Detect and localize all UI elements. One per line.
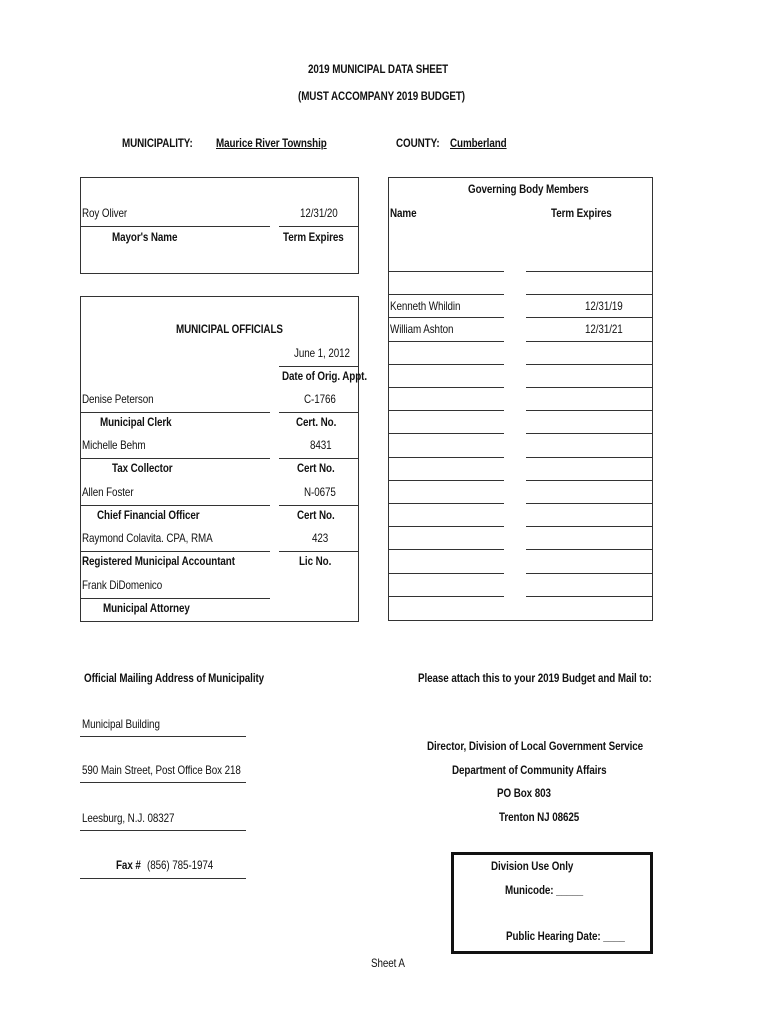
gb-member-term: 12/31/19 (585, 299, 623, 313)
gb-term-line (526, 387, 652, 388)
gb-term-line (526, 457, 652, 458)
cfo-cert-label: Cert No. (297, 508, 335, 522)
attach-line3: PO Box 803 (497, 786, 551, 800)
gb-name-line (389, 410, 504, 411)
mayor-term-line (279, 226, 358, 227)
gb-term-line (526, 364, 652, 365)
municipality-value: Maurice River Township (216, 136, 327, 150)
orig-appt-label: Date of Orig. Appt. (282, 369, 367, 383)
page-title: 2019 MUNICIPAL DATA SHEET (308, 62, 449, 76)
lic-label: Lic No. (299, 554, 332, 568)
tax-cert-label: Cert No. (297, 461, 335, 475)
gb-term-line (526, 526, 652, 527)
gb-name-line (389, 433, 504, 434)
gb-term-line (526, 271, 652, 272)
sheet-label: Sheet A (371, 956, 405, 970)
governing-body-title: Governing Body Members (468, 182, 589, 196)
gb-name-line (389, 573, 504, 574)
clerk-name: Denise Peterson (82, 392, 154, 406)
gb-name-line (389, 317, 504, 318)
mailing-line1: Municipal Building (82, 717, 160, 731)
mailing-line3-rule (80, 830, 246, 831)
gb-name-line (389, 387, 504, 388)
clerk-cert-line (279, 412, 358, 413)
gb-name-line (389, 480, 504, 481)
clerk-cert: C-1766 (304, 392, 336, 406)
clerk-cert-label: Cert. No. (296, 415, 337, 429)
gb-member-term: 12/31/21 (585, 322, 623, 336)
municipality-label: MUNICIPALITY: (122, 136, 193, 150)
cfo-label: Chief Financial Officer (97, 508, 200, 522)
mailing-line1-rule (80, 736, 246, 737)
gb-term-line (526, 480, 652, 481)
mayor-term-value: 12/31/20 (300, 206, 338, 220)
gb-term-line (526, 410, 652, 411)
tax-line (80, 458, 270, 459)
mayor-name-label: Mayor's Name (112, 230, 178, 244)
gb-name-line (389, 549, 504, 550)
gb-name-line (389, 596, 504, 597)
county-value: Cumberland (450, 136, 507, 150)
gb-term-line (526, 341, 652, 342)
orig-appt-line (279, 366, 358, 367)
tax-cert-line (279, 458, 358, 459)
page-subtitle: (MUST ACCOMPANY 2019 BUDGET) (298, 89, 466, 103)
governing-body-box (388, 177, 653, 621)
gb-name-line (389, 457, 504, 458)
clerk-label: Municipal Clerk (100, 415, 172, 429)
gb-name-line (389, 341, 504, 342)
gb-name-line (389, 271, 504, 272)
cfo-cert: N-0675 (304, 485, 336, 499)
gb-name-line (389, 294, 504, 295)
tax-collector-name: Michelle Behm (82, 438, 146, 452)
mayor-name: Roy Oliver (82, 206, 128, 220)
gb-name-line (389, 526, 504, 527)
rma-line (80, 551, 270, 552)
fax-value: (856) 785-1974 (147, 858, 214, 872)
fax-label: Fax # (116, 858, 141, 872)
mailing-line2: 590 Main Street, Post Office Box 218 (82, 763, 241, 777)
mayor-name-line (80, 226, 270, 227)
rma-label: Registered Municipal Accountant (82, 554, 235, 568)
gb-term-line (526, 433, 652, 434)
officials-box (80, 296, 359, 622)
attach-line4: Trenton NJ 08625 (499, 810, 580, 824)
gb-term-line (526, 317, 652, 318)
rma-name: Raymond Colavita. CPA, RMA (82, 531, 213, 545)
gb-term-header: Term Expires (551, 206, 612, 220)
gb-term-line (526, 294, 652, 295)
mailing-line3: Leesburg, N.J. 08327 (82, 811, 175, 825)
county-label: COUNTY: (396, 136, 440, 150)
gb-name-header: Name (390, 206, 417, 220)
clerk-line (80, 412, 270, 413)
attorney-line (80, 598, 270, 599)
cfo-cert-line (279, 505, 358, 506)
gb-term-line (526, 503, 652, 504)
attorney-label: Municipal Attorney (103, 601, 190, 615)
cfo-name: Allen Foster (82, 485, 134, 499)
rma-lic-line (279, 551, 358, 552)
municode-field: Municode: _____ (505, 883, 584, 897)
orig-appt-date: June 1, 2012 (294, 346, 350, 360)
officials-title: MUNICIPAL OFFICIALS (176, 322, 283, 336)
gb-term-line (526, 549, 652, 550)
attach-label: Please attach this to your 2019 Budget and Mail to: (418, 671, 652, 685)
attorney-name: Frank DiDomenico (82, 578, 163, 592)
mayor-term-label: Term Expires (283, 230, 344, 244)
gb-member-name: William Ashton (390, 322, 454, 336)
mailing-line2-rule (80, 782, 246, 783)
mailing-label: Official Mailing Address of Municipality (84, 671, 265, 685)
gb-name-line (389, 364, 504, 365)
division-title: Division Use Only (491, 859, 574, 873)
gb-term-line (526, 573, 652, 574)
attach-line2: Department of Community Affairs (452, 763, 607, 777)
gb-name-line (389, 503, 504, 504)
tax-cert: 8431 (310, 438, 332, 452)
attach-line1: Director, Division of Local Government Service (427, 739, 644, 753)
gb-term-line (526, 596, 652, 597)
cfo-line (80, 505, 270, 506)
fax-rule (80, 878, 246, 879)
rma-lic: 423 (312, 531, 329, 545)
gb-member-name: Kenneth Whildin (390, 299, 461, 313)
tax-collector-label: Tax Collector (112, 461, 173, 475)
hearing-date-field: Public Hearing Date: ____ (506, 929, 625, 943)
